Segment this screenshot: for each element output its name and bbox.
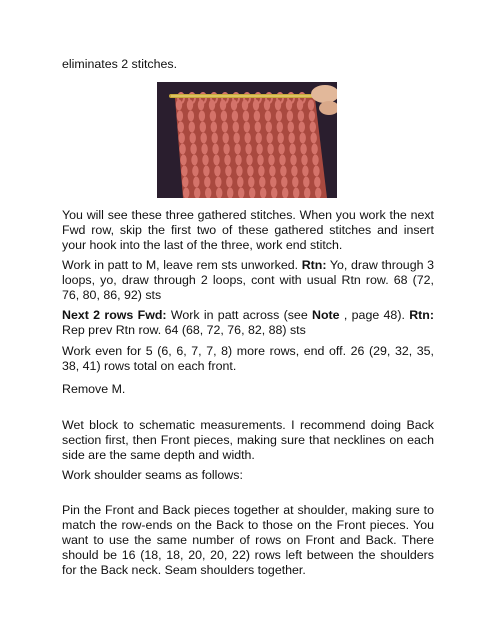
crochet-photo — [157, 82, 337, 198]
paragraph-work-even: Work even for 5 (6, 6, 7, 7, 8) more rows, end off. 26 (29, 32, 35, 38, 41) rows total on each front. — [62, 344, 434, 373]
paragraph-pin-pieces: Pin the Front and Back pieces together at shoulder, making sure to match the row-ends on the Back to those on the Front pieces. You want to use the same number of rows on Front and Back. There should be 16 (18, 18, 20, 20, 22) rows left between the shoulders for the Back neck. Seam shoulders together. — [62, 503, 434, 577]
paragraph-shoulder-seams: Work shoulder seams as follows: — [62, 468, 243, 482]
crochet-stitch-image — [157, 82, 337, 198]
paragraph-remove-marker: Remove M. — [62, 382, 126, 396]
paragraph-gathered-stitches: You will see these three gathered stitches. When you work the next Fwd row, skip the first two of these gathered stitches and insert your hook into the last of the three, work end stitch. — [62, 208, 434, 252]
paragraph-work-to-marker: Work in patt to M, leave rem sts unworked. Rtn: Yo, draw through 3 loops, yo, draw through 2 loops, cont with usual Rtn row. 68 (72, 76, 80, 86, 92) sts — [62, 258, 434, 302]
paragraph-next-2-rows: Next 2 rows Fwd: Work in patt across (see Note , page 48). Rtn: Rep prev Rtn row. 64 (68, 72, 76, 82, 88) sts — [62, 308, 434, 337]
paragraph-intro: eliminates 2 stitches. — [62, 57, 178, 71]
paragraph-wet-block: Wet block to schematic measurements. I recommend doing Back section first, then Front pieces, making sure that necklines on each side are the same depth and width. — [62, 418, 434, 462]
